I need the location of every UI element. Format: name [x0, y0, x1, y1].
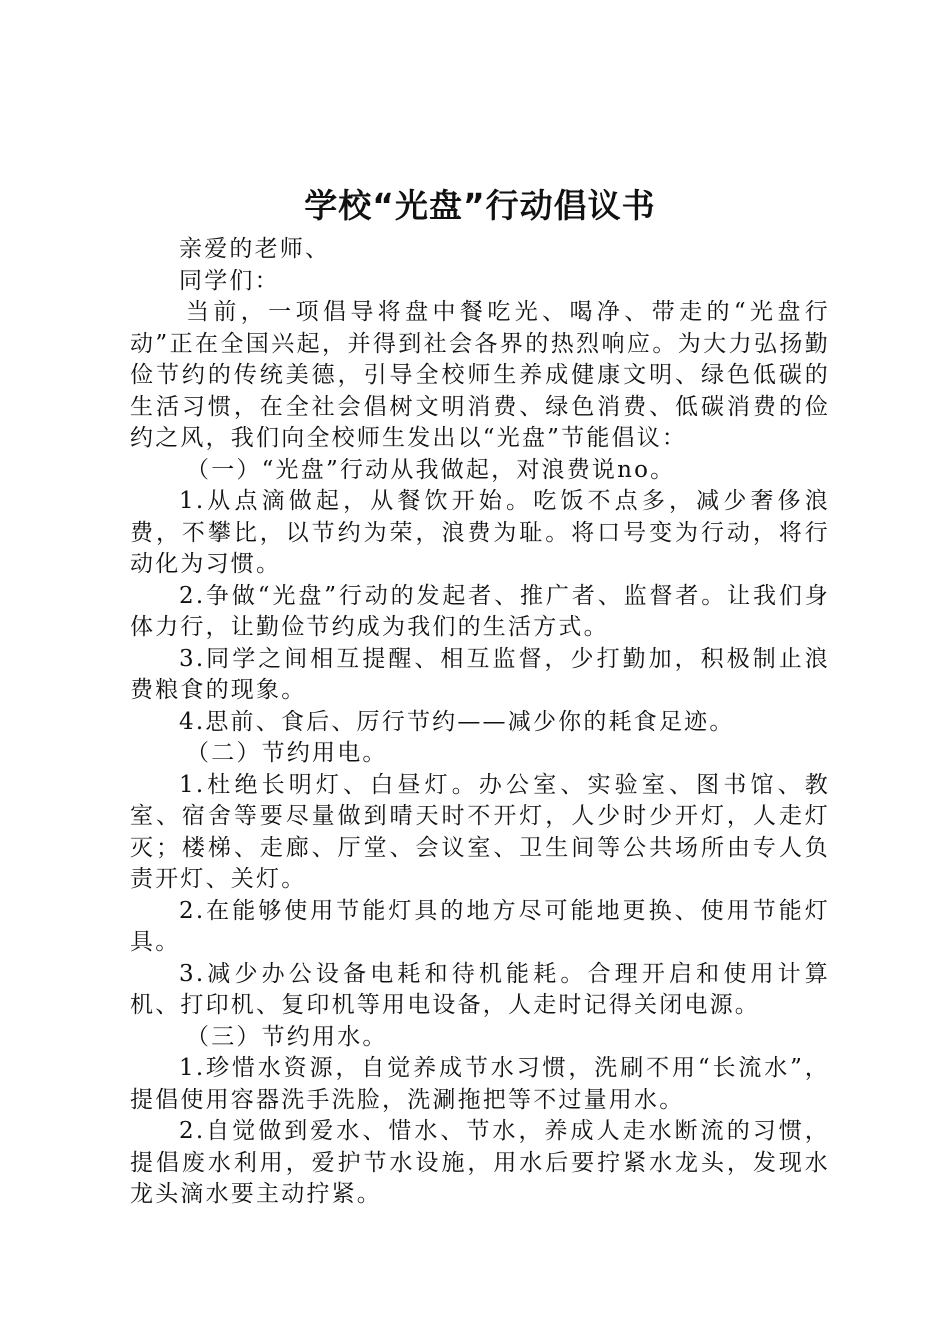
section-2-item-2: 2.在能够使用节能灯具的地方尽可能地更换、使用节能灯具。 [130, 897, 830, 955]
section-1-item-1: 1.从点滴做起，从餐饮开始。吃饭不点多，减少奢侈浪费，不攀比，以节约为荣，浪费为耻。将口号变为行动，将行动化为习惯。 [130, 488, 830, 577]
section-2-item-1: 1.杜绝长明灯、白昼灯。办公室、实验室、图书馆、教室、宿舍等要尽量做到晴天时不开灯，人少时少开灯，人走灯灭；楼梯、走廊、厅堂、会议室、卫生间等公共场所由专人负责开灯、关灯。 [130, 771, 830, 892]
section-heading-3: （三）节约用水。 [186, 1023, 388, 1050]
salutation-line-1: 亲爱的老师、 [179, 236, 331, 262]
section-heading-1: （一）“光盘”行动从我做起，对浪费说no。 [186, 456, 676, 483]
salutation-line-2: 同学们： [179, 267, 280, 294]
section-2-item-3: 3.减少办公设备电耗和待机能耗。合理开启和使用计算机、打印机、复印机等用电设备，人走时记得关闭电源。 [130, 960, 830, 1018]
section-heading-2: （二）节约用电。 [186, 740, 388, 766]
intro-paragraph: 当前，一项倡导将盘中餐吃光、喝净、带走的“光盘行动”正在全国兴起，并得到社会各界的热烈响应。为大力弘扬勤俭节约的传统美德，引导全校师生养成健康文明、绿色低碳的生活习惯，在全社会倡树文明消费、绿色消费、低碳消费的俭约之风，我们向全校师生发出以“光盘”节能倡议： [130, 299, 830, 451]
section-3-item-1: 1.珍惜水资源，自觉养成节水习惯，洗刷不用“长流水”，提倡使用容器洗手洗脸，洗涮拖把等不过量用水。 [130, 1055, 830, 1113]
document-title: 学校“光盘”行动倡议书 [304, 186, 656, 225]
section-1-item-2: 2.争做“光盘”行动的发起者、推广者、监督者。让我们身体力行，让勤俭节约成为我们的生活方式。 [130, 582, 830, 640]
section-1-item-3: 3.同学之间相互提醒、相互监督，少打勤加，积极制止浪费粮食的现象。 [130, 645, 830, 703]
section-1-item-4: 4.思前、食后、厉行节约——减少你的耗食足迹。 [179, 708, 735, 735]
section-3-item-2: 2.自觉做到爱水、惜水、节水，养成人走水断流的习惯，提倡废水利用，爱护节水设施，用水后要拧紧水龙头，发现水龙头滴水要主动拧紧。 [130, 1118, 830, 1207]
document-page [130, 178, 830, 1211]
